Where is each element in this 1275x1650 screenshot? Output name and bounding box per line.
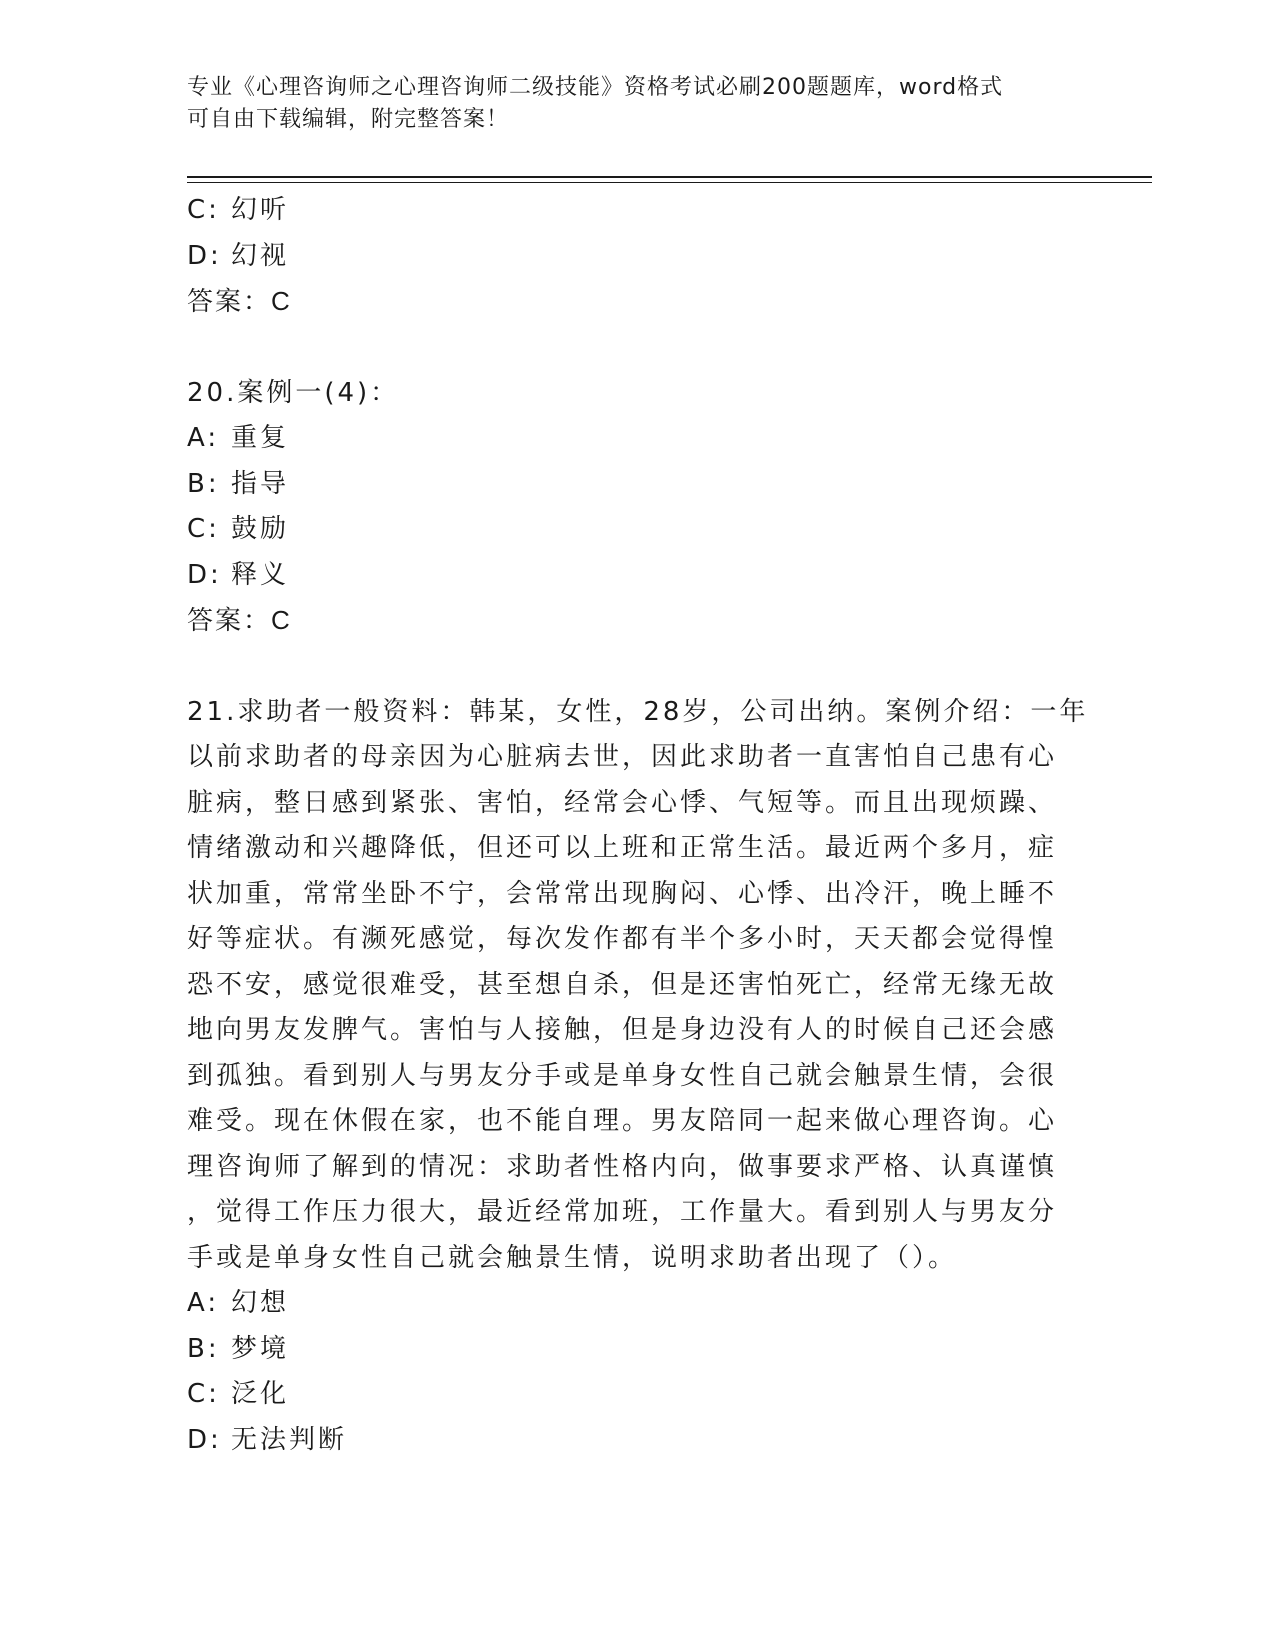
- spacer: [187, 325, 1087, 371]
- header-divider-thin: [187, 182, 1152, 183]
- option-letter: B:: [187, 468, 220, 499]
- option-text: 幻听: [231, 195, 290, 225]
- stem-line: 脏病，整日感到紧张、害怕，经常会心悸、气短等。而且出现烦躁、: [187, 787, 1058, 818]
- option-letter: C:: [187, 514, 220, 544]
- document-body: [187, 188, 1087, 1463]
- stem-line: 地向男友发脾气。害怕与人接触，但是身边没有人的时候自己还会感: [187, 1015, 1058, 1045]
- option-text: 指导: [231, 468, 290, 499]
- question-stem: 20.案例一(4)：: [187, 377, 400, 408]
- stem-line: 好等症状。有濒死感觉，每次发作都有半个多小时，天天都会觉得惶: [187, 924, 1058, 954]
- option-letter: C:: [187, 195, 220, 225]
- stem-line: 状加重，常常坐卧不宁，会常常出现胸闷、心悸、出冷汗，晚上睡不: [187, 878, 1058, 909]
- stem-line: ，觉得工作压力很大，最近经常加班，工作量大。看到别人与男友分: [187, 1197, 1058, 1227]
- stem-line: 理咨询师了解到的情况：求助者性格内向，做事要求严格、认真谨慎: [187, 1151, 1058, 1182]
- option-c: [187, 1372, 1087, 1418]
- option-b: [187, 462, 1087, 508]
- option-c: [187, 507, 1087, 553]
- question-19-tail: [187, 188, 1087, 325]
- stem-line: 以前求助者的母亲因为心脏病去世，因此求助者一直害怕自己患有心: [187, 742, 1058, 772]
- option-letter: A:: [187, 1288, 220, 1318]
- header-line-1: 专业《心理咨询师之心理咨询师二级技能》资格考试必刷200题题库，word格式: [187, 75, 1004, 100]
- option-text: 重复: [231, 423, 290, 453]
- option-letter: A:: [187, 423, 220, 453]
- stem-line: 21.求助者一般资料：韩某，女性，28岁，公司出纳。案例介绍：一年: [187, 696, 1089, 727]
- question-20: [187, 371, 1087, 644]
- option-text: 幻视: [231, 240, 290, 271]
- option-b: [187, 1327, 1087, 1373]
- stem-line: 手或是单身女性自己就会触景生情，说明求助者出现了（）。: [187, 1242, 958, 1273]
- spacer: [187, 644, 1087, 690]
- stem-line: 到孤独。看到别人与男友分手或是单身女性自己就会触景生情，会很: [187, 1060, 1058, 1091]
- option-letter: B:: [187, 1333, 220, 1364]
- stem-line: 难受。现在休假在家，也不能自理。男友陪同一起来做心理咨询。心: [187, 1106, 1058, 1136]
- stem-line: 情绪激动和兴趣降低，但还可以上班和正常生活。最近两个多月，症: [187, 833, 1058, 863]
- option-text: 无法判断: [231, 1424, 348, 1455]
- option-letter: C:: [187, 1379, 220, 1409]
- question-stem: [187, 690, 1089, 1282]
- option-d: [187, 234, 1087, 280]
- option-text: 幻想: [231, 1288, 290, 1318]
- header-line-2: 可自由下载编辑，附完整答案！: [187, 107, 510, 132]
- option-text: 释义: [231, 559, 290, 590]
- option-a: [187, 1281, 1087, 1327]
- option-letter: D:: [187, 559, 222, 590]
- option-letter: D:: [187, 240, 222, 271]
- option-d: [187, 553, 1087, 599]
- option-text: 梦境: [231, 1333, 290, 1364]
- answer-line: 答案：C: [187, 605, 292, 635]
- option-letter: D:: [187, 1424, 222, 1455]
- stem-line: 恐不安，感觉很难受，甚至想自杀，但是还害怕死亡，经常无缘无故: [187, 969, 1058, 1000]
- option-c: [187, 188, 1087, 234]
- answer-line: 答案：C: [187, 286, 292, 316]
- question-21: [187, 690, 1087, 1464]
- document-header: [187, 72, 1067, 136]
- header-divider-thick: [187, 176, 1152, 178]
- option-text: 鼓励: [231, 514, 290, 544]
- option-d: [187, 1418, 1087, 1464]
- option-text: 泛化: [231, 1379, 290, 1409]
- option-a: [187, 416, 1087, 462]
